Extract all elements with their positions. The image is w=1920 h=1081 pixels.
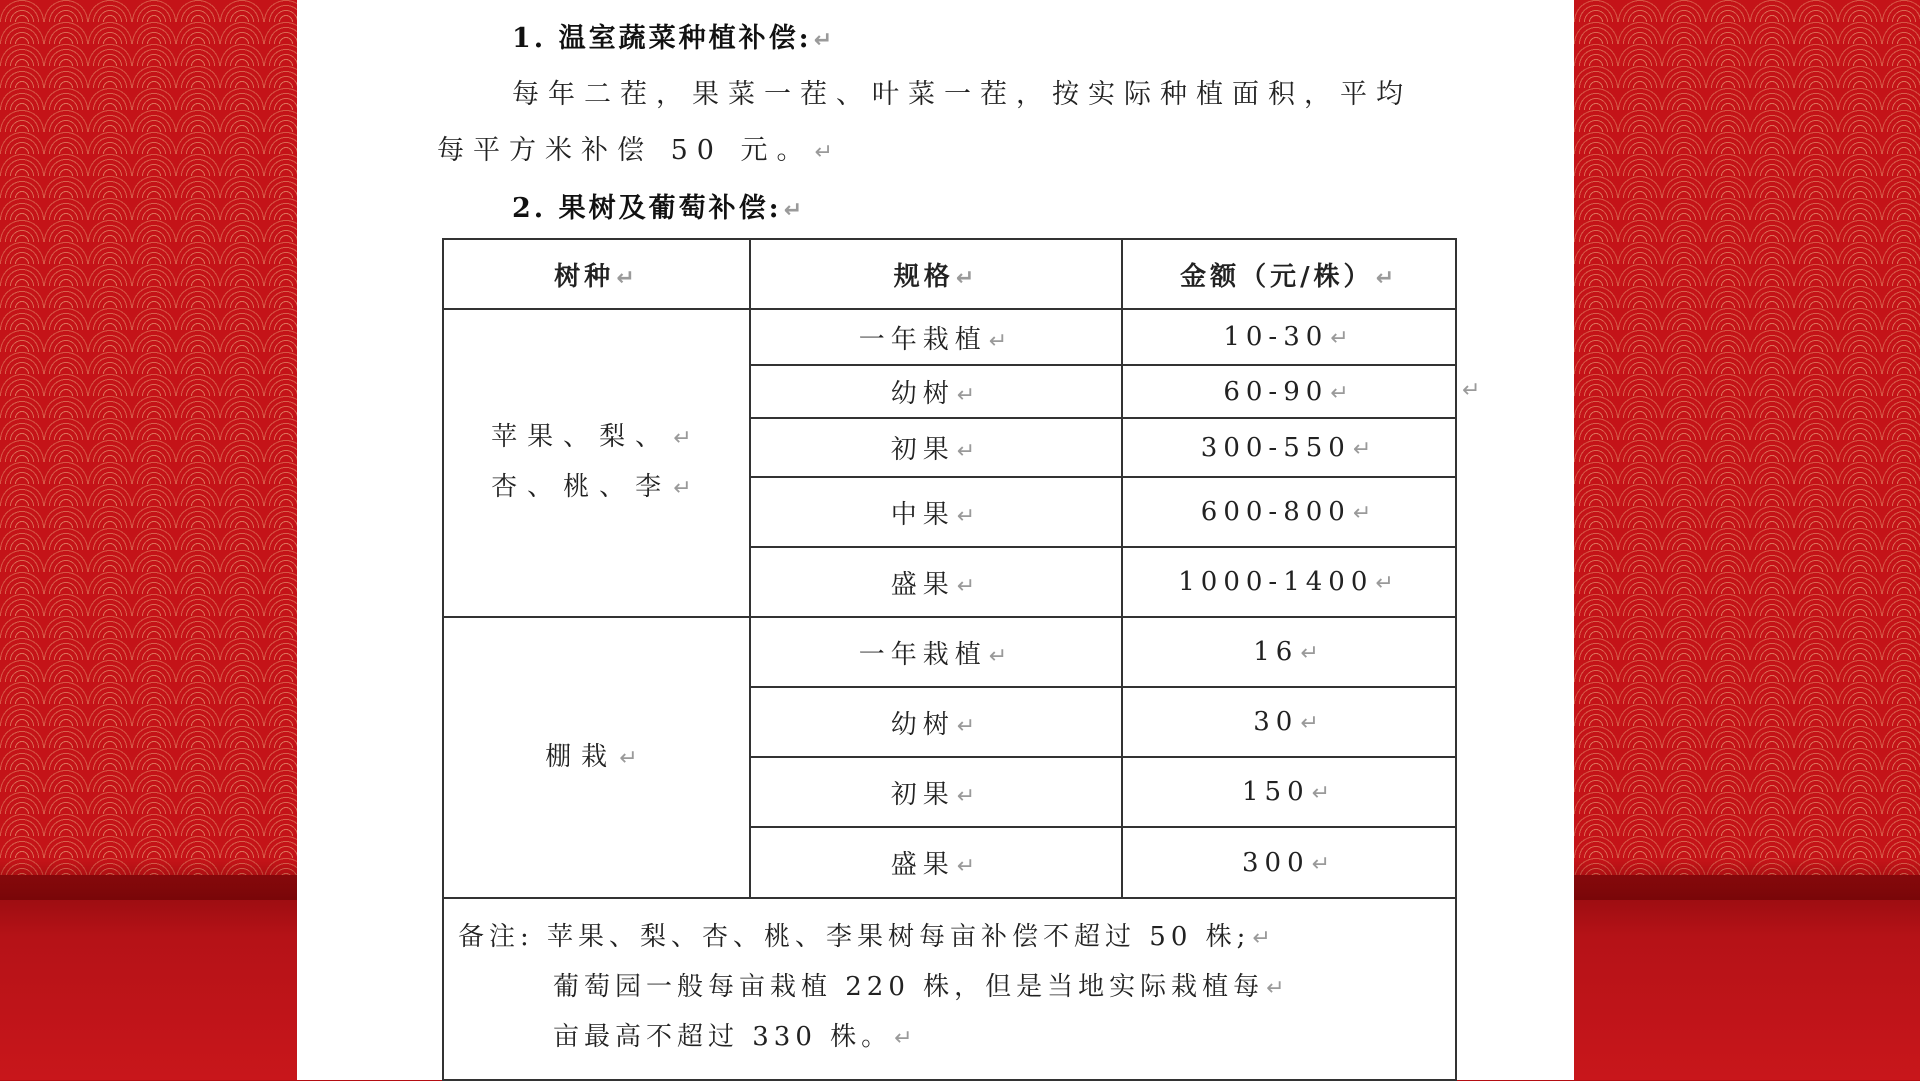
spec-cell: 初果↵ (750, 418, 1122, 477)
compensation-table (442, 238, 1457, 1081)
return-mark-icon: ↵ (894, 1026, 918, 1051)
return-mark-icon: ↵ (619, 745, 648, 771)
section1-line1-text: 每年二茬，果菜一茬、叶菜一茬，按实际种植面积，平均 (512, 79, 1412, 110)
return-mark-icon: ↵ (956, 439, 982, 464)
section1-text-line1 (512, 72, 1412, 111)
table-row (443, 309, 1456, 365)
return-mark-icon: ↵ (956, 573, 982, 599)
document-page (297, 0, 1574, 1080)
return-mark-icon: ↵ (616, 265, 639, 291)
right-decorative-background (1574, 0, 1920, 1080)
amount-cell: 30↵ (1122, 687, 1456, 757)
spec-cell: 初果↵ (750, 757, 1122, 827)
amount-cell: 1000-1400↵ (1122, 547, 1456, 617)
return-mark-icon: ↵ (1375, 571, 1400, 596)
return-mark-icon: ↵ (813, 28, 835, 53)
amount-cell: 150↵ (1122, 757, 1456, 827)
return-mark-icon: ↵ (956, 503, 982, 529)
table-row (443, 617, 1456, 687)
return-mark-icon: ↵ (988, 328, 1014, 354)
amount-cell: 300↵ (1122, 827, 1456, 898)
table-header-row (443, 239, 1456, 309)
header-spec: 规格↵ (750, 239, 1122, 309)
group-label-shed-cultivation: 棚栽↵ (443, 617, 750, 898)
notes-line1: 备注: 苹果、梨、杏、桃、李果树每亩补偿不超过 50 株; (458, 922, 1251, 952)
section1-heading (512, 16, 835, 55)
spec-cell: 幼树↵ (750, 687, 1122, 757)
section2-heading (512, 186, 805, 225)
return-mark-icon: ↵ (988, 643, 1014, 669)
return-mark-icon: ↵ (956, 713, 982, 739)
return-mark-icon: ↵ (1252, 926, 1276, 951)
spec-cell: 一年栽植↵ (750, 617, 1122, 687)
return-mark-icon: ↵ (814, 140, 842, 165)
return-mark-icon: ↵ (1462, 378, 1481, 403)
notes-line2: 葡萄园一般每亩栽植 220 株，但是当地实际栽植每↵ (553, 972, 1290, 1002)
return-mark-icon: ↵ (956, 783, 982, 809)
section1-heading-text: 1. 温室蔬菜种植补偿: (512, 23, 812, 54)
amount-cell: 600-800↵ (1122, 477, 1456, 547)
return-mark-icon: ↵ (673, 426, 702, 451)
amount-cell: 16↵ (1122, 617, 1456, 687)
return-mark-icon: ↵ (1300, 641, 1325, 666)
spec-cell: 幼树↵ (750, 365, 1122, 418)
return-mark-icon: ↵ (956, 854, 982, 879)
spec-cell: 盛果↵ (750, 547, 1122, 617)
return-mark-icon: ↵ (1330, 326, 1355, 351)
return-mark-icon: ↵ (1352, 501, 1378, 526)
spec-cell: 中果↵ (750, 477, 1122, 547)
left-decorative-background (0, 0, 297, 1080)
spec-cell: 一年栽植↵ (750, 309, 1122, 365)
return-mark-icon: ↵ (1300, 711, 1325, 736)
return-mark-icon: ↵ (1375, 265, 1398, 291)
return-mark-icon: ↵ (956, 383, 982, 408)
amount-cell: 10-30↵ (1122, 309, 1456, 365)
section2-heading-text: 2. 果树及葡萄补偿: (512, 193, 782, 224)
table-notes-row (443, 898, 1456, 1080)
return-mark-icon: ↵ (1266, 976, 1290, 1001)
header-amount: 金额（元/株）↵ (1122, 239, 1456, 309)
table-notes (443, 898, 1456, 1080)
return-mark-icon: ↵ (955, 265, 979, 291)
amount-cell: 300-550↵ (1122, 418, 1456, 477)
return-mark-icon: ↵ (783, 198, 805, 223)
return-mark-icon: ↵ (673, 476, 702, 501)
header-tree-species: 树种↵ (443, 239, 750, 309)
return-mark-icon: ↵ (1311, 851, 1337, 877)
section1-line2-text: 每平方米补偿 50 元。 (437, 135, 813, 166)
section1-text-line2 (437, 128, 842, 167)
group-label-fruit-trees: 苹果、梨、↵ 杏、桃、李↵ (443, 309, 750, 617)
return-mark-icon: ↵ (1330, 380, 1355, 406)
return-mark-icon: ↵ (1311, 781, 1337, 806)
return-mark-icon: ↵ (1352, 436, 1378, 462)
spec-cell: 盛果↵ (750, 827, 1122, 898)
amount-cell: 60-90↵ (1122, 365, 1456, 418)
notes-line3: 亩最高不超过 330 株。↵ (553, 1022, 918, 1052)
